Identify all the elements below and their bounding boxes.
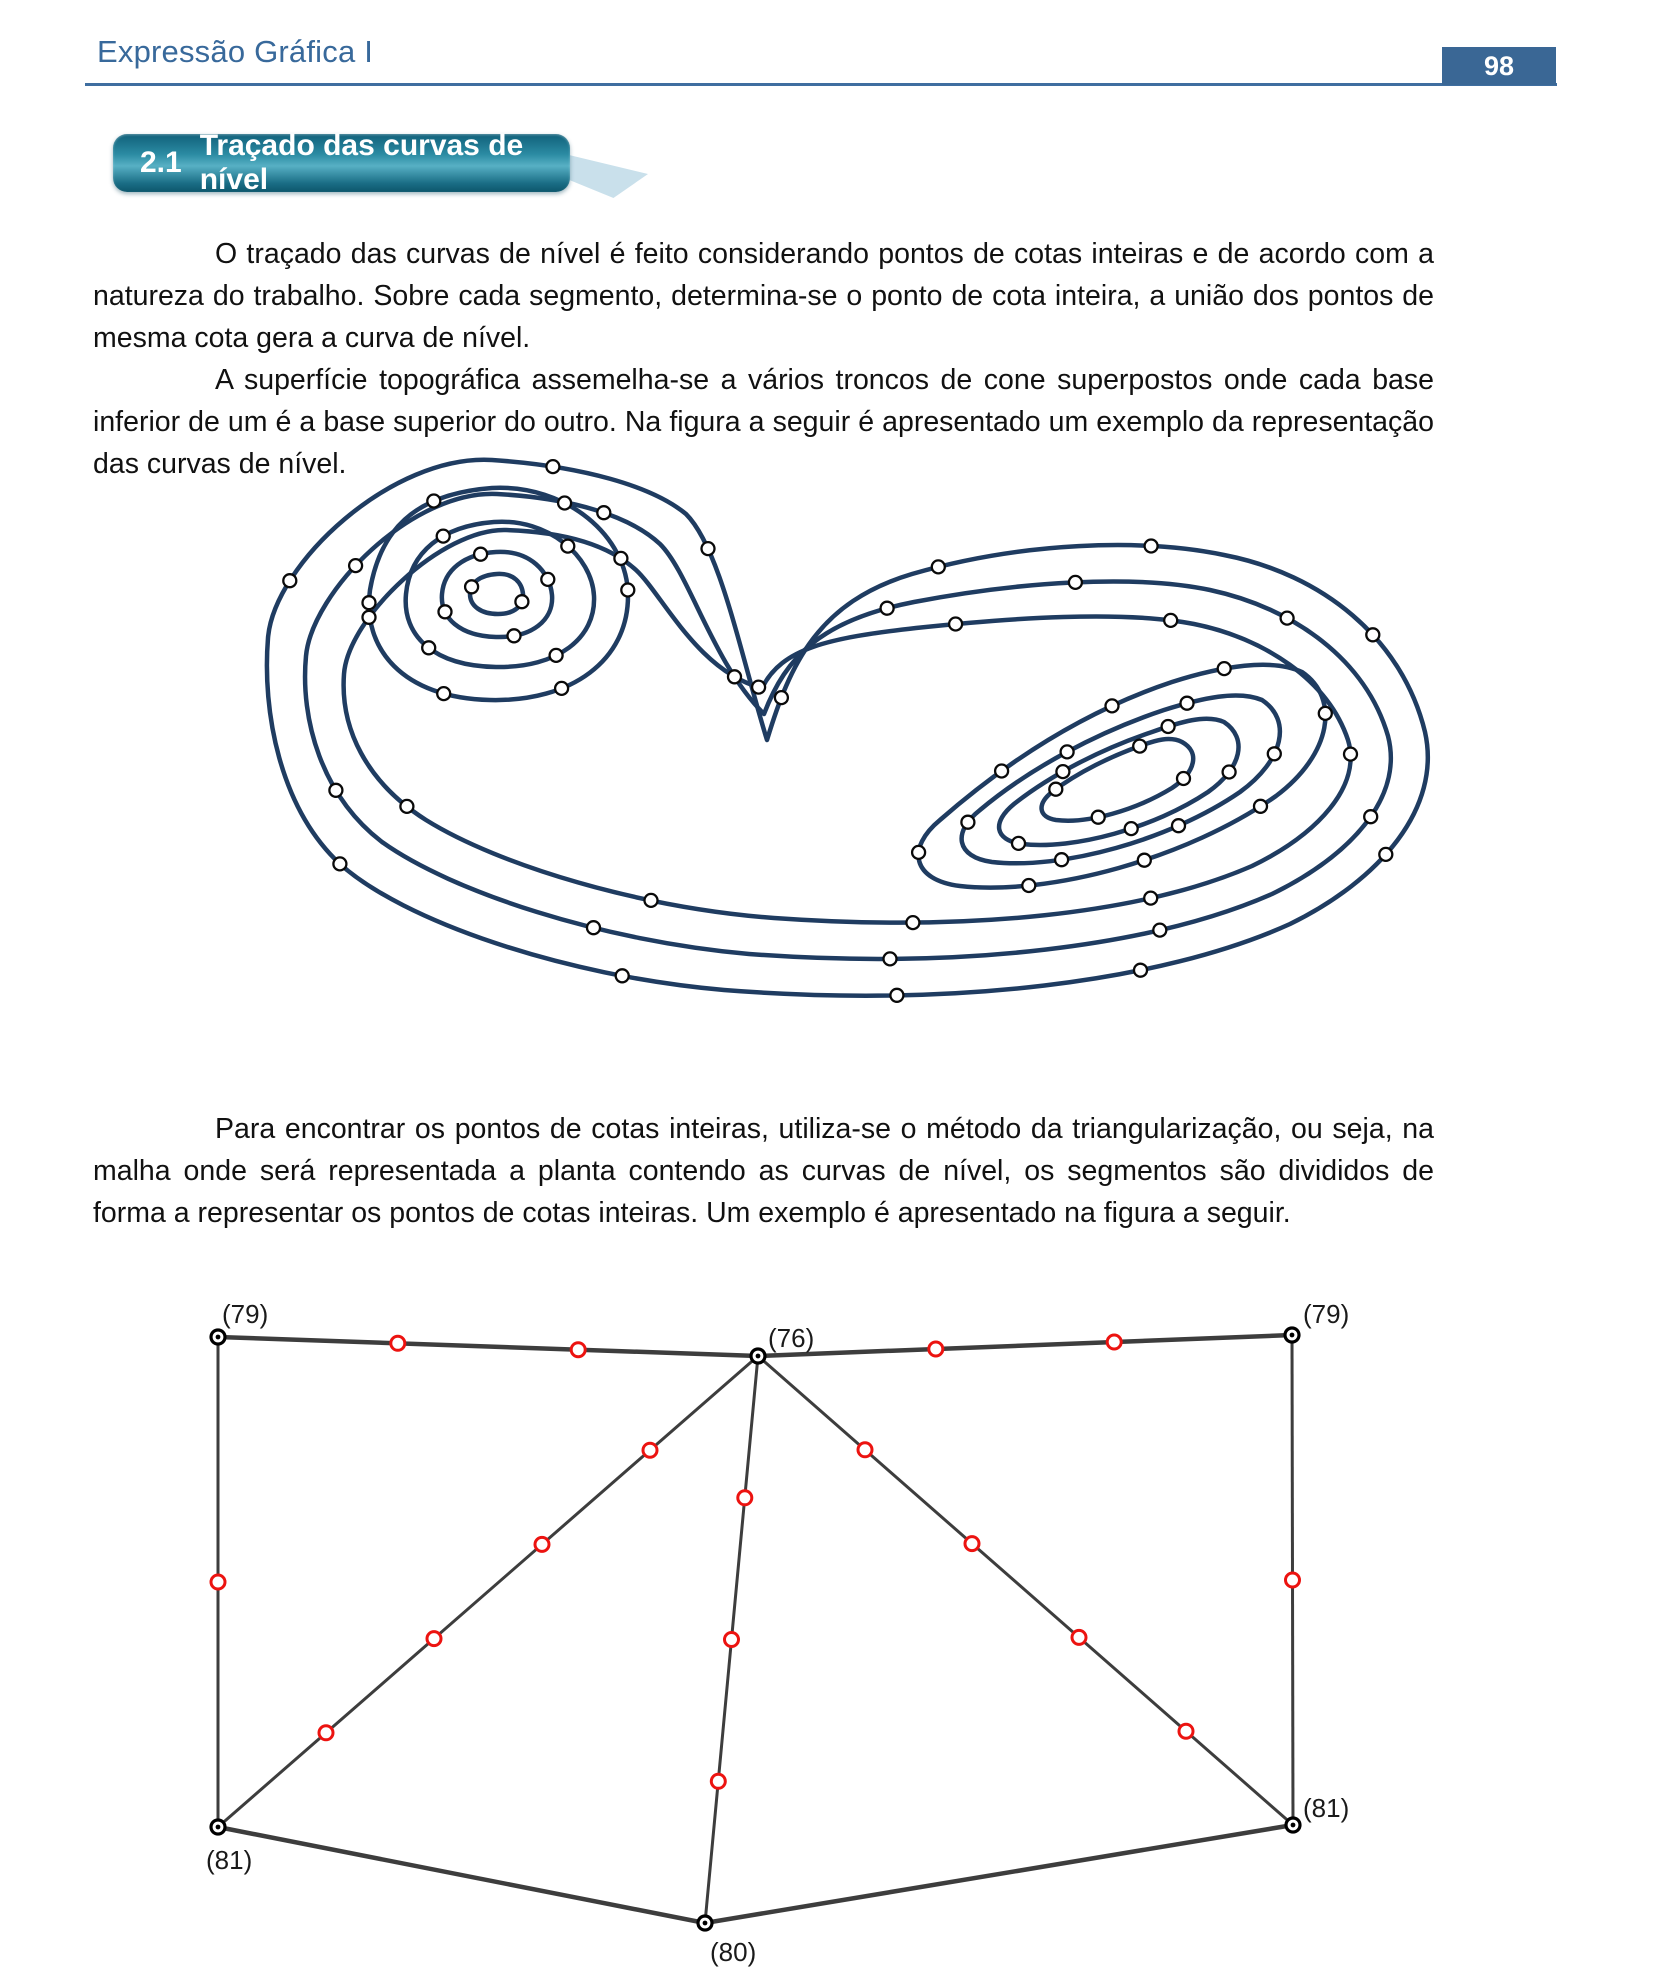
contour-point [1319, 707, 1332, 720]
contour-point [1218, 662, 1231, 675]
contour-point [1162, 720, 1175, 733]
contour-point [333, 857, 346, 870]
mesh-edge [218, 1827, 705, 1923]
contour-point [1022, 879, 1035, 892]
section-title: Traçado das curvas de nível [199, 129, 524, 196]
contour-point [508, 629, 521, 642]
contour-point [1061, 745, 1074, 758]
contour-point [555, 682, 568, 695]
contour-point [437, 530, 450, 543]
contour-point [1177, 772, 1190, 785]
triangulation-figure [0, 1270, 1654, 1984]
integer-elevation-marker [929, 1342, 943, 1356]
mesh-vertex-center [703, 1921, 708, 1926]
contour-point [614, 552, 627, 565]
header-title: Expressão Gráfica I [97, 34, 374, 69]
contour-point [1153, 924, 1166, 937]
contour-point [1344, 748, 1357, 761]
contour-point [439, 605, 452, 618]
contour-point [1254, 800, 1267, 813]
contour-point [1138, 854, 1151, 867]
integer-elevation-marker [391, 1336, 405, 1350]
contour-point [884, 952, 897, 965]
contour-point [881, 602, 894, 615]
contour-point [1133, 740, 1146, 753]
section-number: 2.1 [140, 146, 182, 179]
contour-point [541, 573, 554, 586]
contour-point [515, 595, 528, 608]
paragraph-1: O traçado das curvas de nível é feito considerando pontos de cotas inteiras e de acordo com a natureza do trabalho. Sobre cada segmento, determina-se o ponto de cota inteira, a união dos pontos de mesma cota gera a curva de nível. [93, 237, 1434, 354]
contour-point [728, 670, 741, 683]
contour-point [465, 580, 478, 593]
contour-point [995, 765, 1008, 778]
mesh-vertex-center [216, 1825, 221, 1830]
integer-elevation-marker [1107, 1335, 1121, 1349]
contour-point [775, 691, 788, 704]
contour-point [283, 574, 296, 587]
vertex-elevation-label: (80) [710, 1937, 757, 1967]
contour-point [1223, 766, 1236, 779]
contour-point [1106, 699, 1119, 712]
mesh-edge [705, 1825, 1293, 1923]
integer-elevation-marker [427, 1632, 441, 1646]
contour-point [1172, 819, 1185, 832]
contour-point [961, 816, 974, 829]
contour-point [437, 687, 450, 700]
integer-elevation-marker [711, 1774, 725, 1788]
contour-point [1012, 837, 1025, 850]
contour-point [752, 681, 765, 694]
contour-point [645, 894, 658, 907]
contour-point [1268, 747, 1281, 760]
contour-point [400, 800, 413, 813]
mesh-vertex-center [216, 1335, 221, 1340]
contour-point [906, 916, 919, 929]
paragraph-2: A superfície topográfica assemelha-se a vários troncos de cone superpostos onde cada base inferior de um é a base superior do outro. Na figura a seguir é apresentado um exemplo da representação das curvas de nível. [93, 363, 1434, 480]
contour-point [558, 497, 571, 510]
contour-point [621, 584, 634, 597]
contour-point [329, 784, 342, 797]
mesh-edge [218, 1337, 758, 1356]
integer-elevation-marker [319, 1726, 333, 1740]
mesh-vertex-center [1291, 1823, 1296, 1828]
contour-point [932, 560, 945, 573]
mesh-edge [218, 1356, 758, 1827]
contour-point [587, 921, 600, 934]
contour-point [1056, 765, 1069, 778]
integer-elevation-marker [738, 1491, 752, 1505]
paragraph-3: Para encontrar os pontos de cotas inteiras, utiliza-se o método da triangularização, ou seja, na malha onde será representada a planta contendo as curvas de nível, os segmentos são divididos de forma a representar os pontos de cotas inteiras. Um exemplo é apresentado na figura a seguir. [93, 1112, 1434, 1229]
vertex-elevation-label: (76) [768, 1323, 815, 1353]
contour-point [1164, 614, 1177, 627]
vertex-elevation-label: (81) [206, 1845, 253, 1875]
contour-curve [918, 665, 1325, 888]
contour-point [546, 460, 559, 473]
contour-point [1069, 576, 1082, 589]
contour-point [427, 495, 440, 508]
mesh-edge [758, 1356, 1293, 1825]
contour-point [890, 989, 903, 1002]
contour-point [363, 596, 376, 609]
header-rule [85, 83, 1557, 86]
contour-point [1134, 964, 1147, 977]
integer-elevation-marker [1286, 1573, 1300, 1587]
contour-point [949, 618, 962, 631]
contour-curve [442, 552, 552, 637]
contour-point [702, 542, 715, 555]
integer-elevation-marker [965, 1537, 979, 1551]
vertex-elevation-label: (79) [222, 1299, 269, 1329]
mesh-vertex-center [756, 1354, 761, 1359]
contour-point [561, 540, 574, 553]
contour-point [1281, 612, 1294, 625]
contour-point [363, 611, 376, 624]
contour-lines-figure [262, 452, 1432, 1004]
contour-point [912, 846, 925, 859]
contour-curve [999, 719, 1238, 845]
contour-point [422, 641, 435, 654]
section-heading [113, 129, 570, 196]
contour-point [1144, 892, 1157, 905]
mesh-vertex-center [1290, 1333, 1295, 1338]
contour-point [349, 559, 362, 572]
contour-point [1145, 540, 1158, 553]
contour-point [1049, 783, 1062, 796]
integer-elevation-marker [725, 1633, 739, 1647]
contour-curve [962, 695, 1280, 863]
integer-elevation-marker [571, 1343, 585, 1357]
page-number: 98 [1483, 50, 1515, 81]
integer-elevation-marker [643, 1443, 657, 1457]
contour-point [550, 649, 563, 662]
vertex-elevation-label: (81) [1303, 1793, 1350, 1823]
contour-point [1364, 810, 1377, 823]
vertex-elevation-label: (79) [1303, 1299, 1350, 1329]
contour-point [1092, 811, 1105, 824]
integer-elevation-marker [535, 1537, 549, 1551]
contour-point [1055, 853, 1068, 866]
contour-point [1366, 628, 1379, 641]
contour-point [597, 506, 610, 519]
mesh-edge [758, 1335, 1292, 1356]
page-number-badge [1442, 47, 1556, 85]
contour-point [1125, 822, 1138, 835]
integer-elevation-marker [211, 1575, 225, 1589]
contour-point [474, 548, 487, 561]
contour-point [1379, 848, 1392, 861]
contour-point [1181, 697, 1194, 710]
integer-elevation-marker [1072, 1630, 1086, 1644]
integer-elevation-marker [1179, 1724, 1193, 1738]
contour-point [616, 969, 629, 982]
contour-curve [470, 574, 523, 614]
integer-elevation-marker [858, 1443, 872, 1457]
